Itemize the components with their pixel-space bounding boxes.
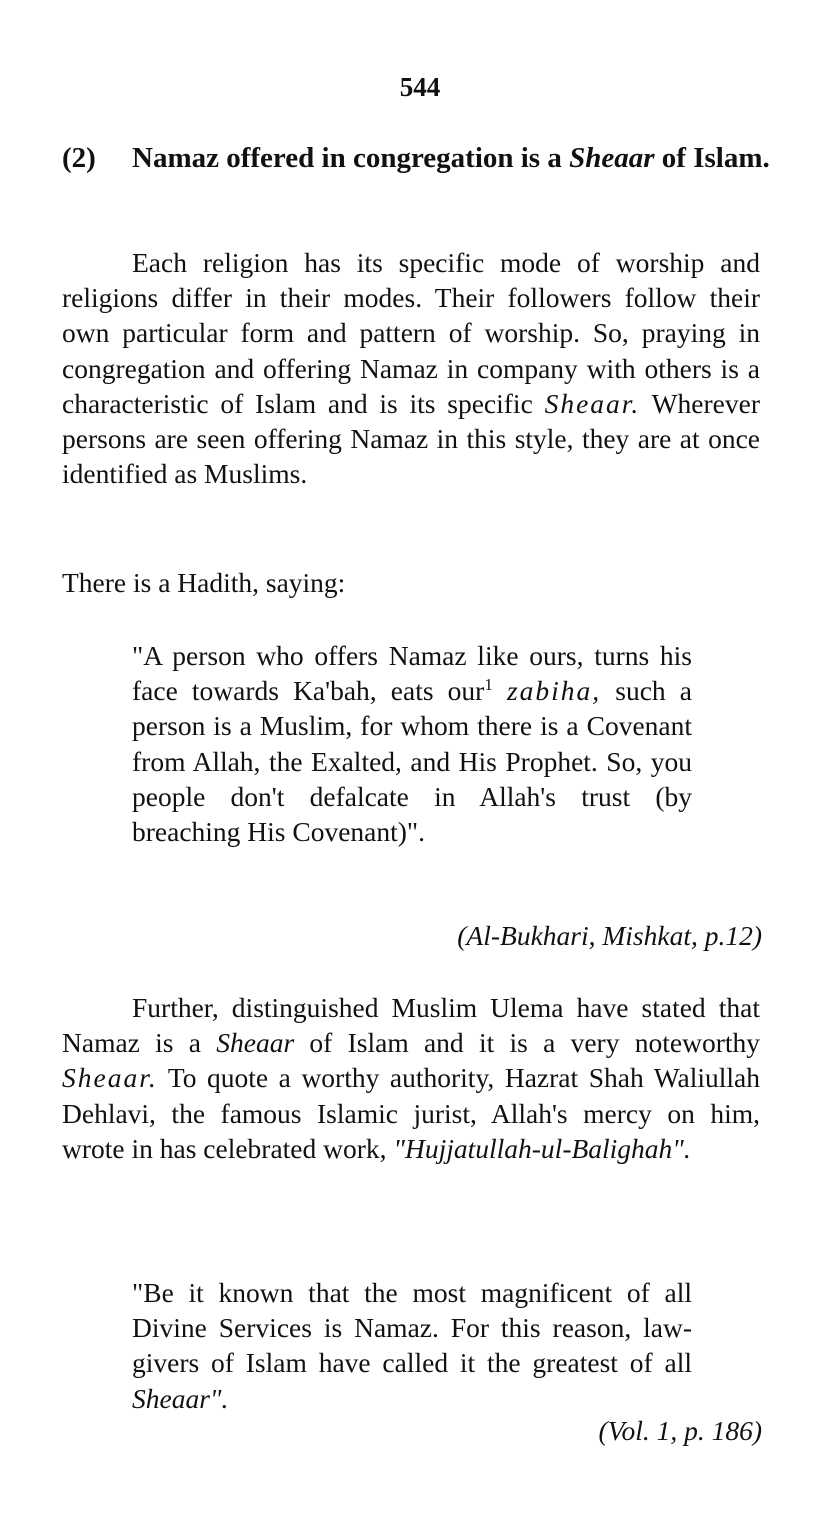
section-title — [132, 140, 782, 176]
paragraph-1-text: Each religion has its specific mode of worship and religions differ in their modes. Their followers follow their own particular form and pattern of worship. So, praying in congregation and offering Namaz in company with others is a characteristic of Islam and is its specific — [62, 247, 760, 419]
paragraph-1-italic: Sheaar. — [544, 387, 641, 419]
paragraph-3-italic-c: "Hujjatullah-ul-Balighah". — [393, 1132, 691, 1164]
hadith-quote — [132, 638, 692, 849]
paragraph-2: There is a Hadith, saying: — [62, 567, 346, 598]
paragraph-3-italic-a: Sheaar — [216, 1027, 295, 1059]
paragraph-3-text-b: of Islam and it is a very noteworthy — [294, 1027, 760, 1059]
waliullah-quote-text: "Be it known that the most magnificent of all Divine Services is Namaz. For this reason, law-givers of Islam have called it the greatest of all — [132, 1277, 692, 1379]
citation-volume: (Vol. 1, p. 186) — [598, 1415, 762, 1446]
section-title-end: of Islam. — [654, 142, 770, 174]
waliullah-quote-italic: Sheaar". — [132, 1382, 229, 1414]
citation-bukhari: (Al-Bukhari, Mishkat, p.12) — [457, 920, 762, 951]
hadith-quote-end: such a person is a Muslim, for whom there is a Covenant from Allah, the Exalted, and His Prophet. So, you people don't defalcate in Allah's trust (by breaching His Covenant)". — [132, 675, 692, 848]
section-heading — [62, 140, 782, 176]
paragraph-3-italic-b: Sheaar. — [62, 1062, 158, 1094]
waliullah-quote — [132, 1275, 692, 1416]
page-number: 544 — [399, 72, 441, 102]
paragraph-1 — [62, 245, 760, 491]
section-title-italic: Sheaar — [569, 142, 655, 174]
section-title-text: Namaz offered in congregation is a — [132, 142, 570, 174]
section-number: (2) — [62, 142, 96, 174]
hadith-quote-text: "A person who offers Namaz like ours, turns his face towards Ka'bah, eats our — [132, 640, 692, 707]
paragraph-3 — [62, 990, 760, 1166]
paragraph-3-text-c: To quote a worthy authority, Hazrat Shah Waliullah Dehlavi, the famous Islamic jurist, Allah's mercy on him, wrote in has celebrated work, — [62, 1062, 760, 1164]
paragraph-3-text-a: Further, distinguished Muslim Ulema have stated that Namaz is a — [62, 992, 760, 1059]
footnote-mark: 1 — [484, 675, 493, 695]
hadith-quote-italic: zabiha, — [506, 675, 602, 707]
paragraph-1-end: Wherever persons are seen offering Namaz in this style, they are at once identified as Muslims. — [62, 387, 760, 490]
